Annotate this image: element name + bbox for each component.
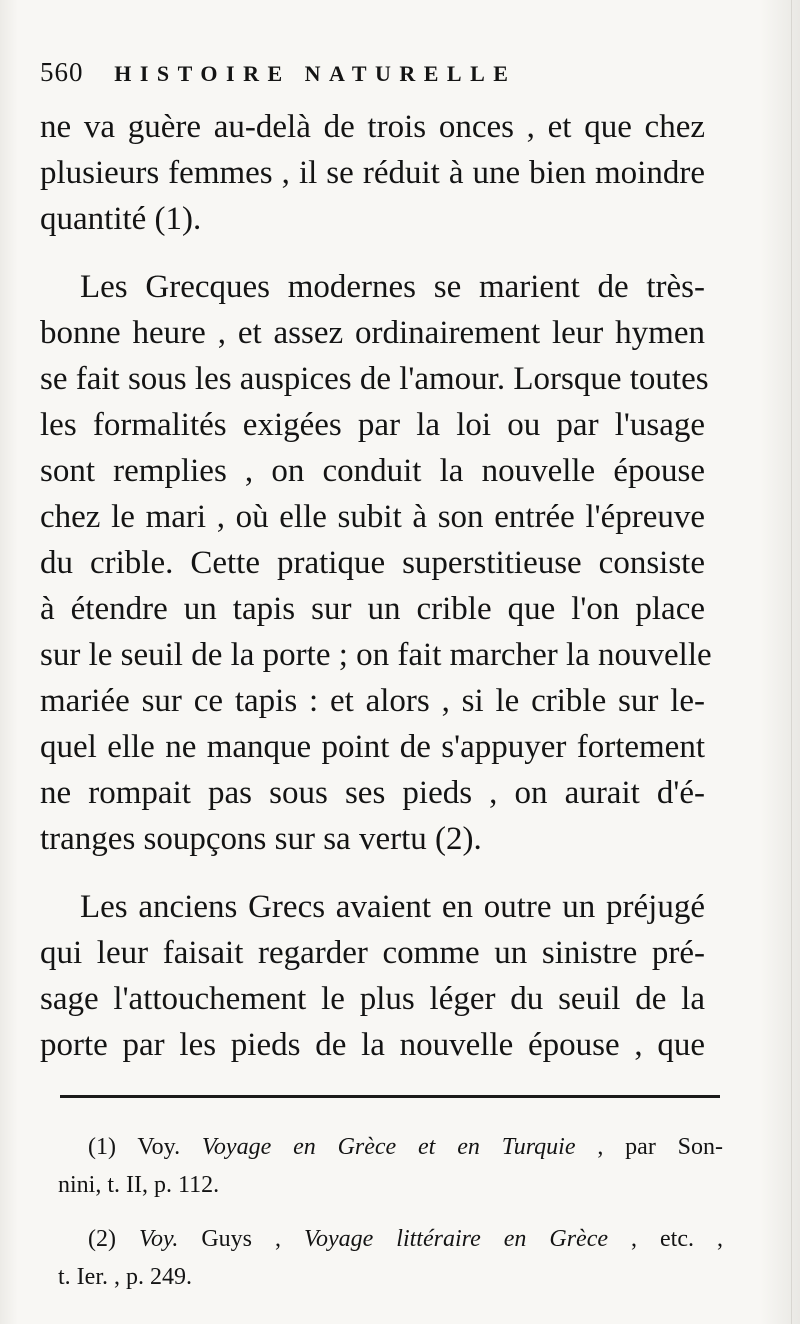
page-header	[40, 52, 740, 92]
footnote-2-author: Guys ,	[201, 1226, 281, 1252]
footnote-2-voy: Voy.	[138, 1226, 179, 1252]
footnote-2-line-2: t. Ier. , p. 249.	[58, 1264, 192, 1290]
page-edge-shadow	[791, 0, 792, 1324]
text-line: les formalités exigées par la loi ou par l'usage	[40, 407, 705, 443]
text-line: tranges soupçons sur sa vertu (2).	[40, 821, 482, 857]
text-line: quel elle ne manque point de s'appuyer fortement	[40, 729, 705, 765]
text-line: chez le mari , où elle subit à son entrée l'épreuve	[40, 499, 705, 535]
footnote-gap	[58, 1204, 723, 1220]
text-line: sur le seuil de la porte ; on fait marcher la nouvelle	[40, 637, 712, 673]
footnote-2-rest: , etc. ,	[631, 1226, 723, 1252]
text-line: du crible. Cette pratique superstitieuse consiste	[40, 545, 705, 581]
footnote-1-line-2: nini, t. II, p. 112.	[58, 1172, 220, 1198]
text-line: porte par les pieds de la nouvelle épouse , que	[40, 1027, 705, 1063]
body-text	[40, 104, 712, 1068]
text-line: Les Grecques modernes se marient de très-	[80, 269, 705, 305]
text-line: qui leur faisait regarder comme un sinistre pré-	[40, 935, 705, 971]
text-line: sage l'attouchement le plus léger du seuil de la	[40, 981, 705, 1017]
footnote-1-marker: (1) Voy.	[88, 1134, 181, 1160]
footnote-2-marker: (2)	[88, 1226, 116, 1252]
footnote-1-rest: , par Son-	[597, 1134, 723, 1160]
footnote-1-title: Voyage en Grèce et en Turquie	[201, 1134, 576, 1160]
footnotes	[58, 1128, 723, 1296]
text-line: sont remplies , on conduit la nouvelle épouse	[40, 453, 705, 489]
text-line: mariée sur ce tapis : et alors , si le crible sur le-	[40, 683, 705, 719]
text-line: plusieurs femmes , il se réduit à une bien moindre	[40, 155, 705, 191]
running-title: HISTOIRE NATURELLE	[114, 61, 517, 86]
page-number: 560	[40, 57, 84, 87]
text-line: bonne heure , et assez ordinairement leur hymen	[40, 315, 705, 351]
footnote-1-line-1	[58, 1128, 723, 1166]
text-line: quantité (1).	[40, 201, 202, 237]
paragraph-gap	[40, 862, 705, 884]
footnote-rule	[60, 1095, 720, 1098]
text-line: ne va guère au-delà de trois onces , et que chez	[40, 109, 705, 145]
footnote-2-line-1	[58, 1220, 723, 1258]
paragraph-gap	[40, 242, 705, 264]
text-line: Les anciens Grecs avaient en outre un préjugé	[80, 889, 705, 925]
footnote-2-title: Voyage littéraire en Grèce	[303, 1226, 609, 1252]
text-line: à étendre un tapis sur un crible que l'on place	[40, 591, 705, 627]
text-line: se fait sous les auspices de l'amour. Lorsque toutes	[40, 361, 709, 397]
text-line: ne rompait pas sous ses pieds , on aurait d'é-	[40, 775, 705, 811]
